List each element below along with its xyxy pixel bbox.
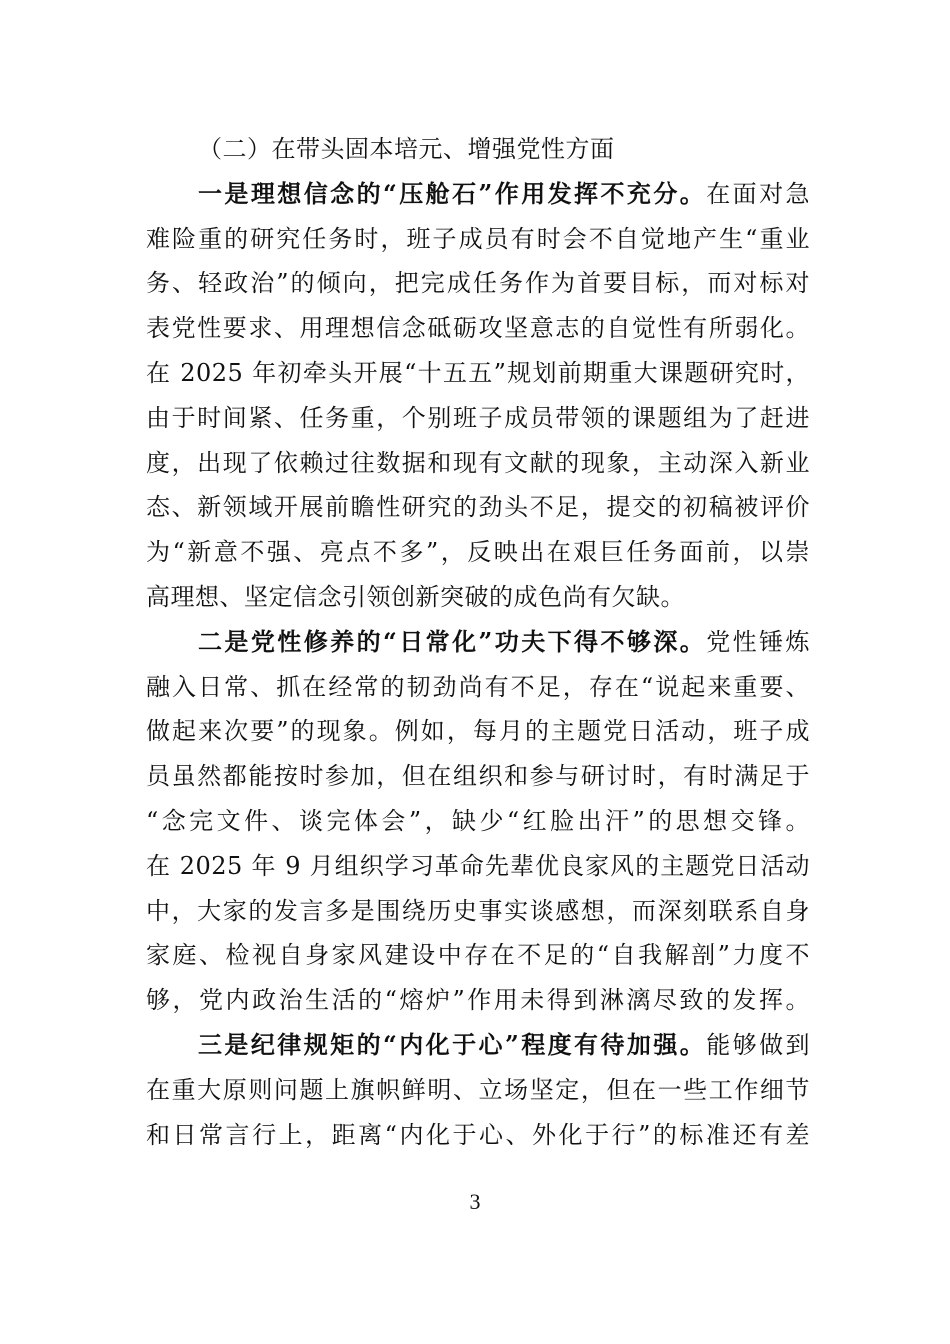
paragraph-1-line: 态、新领域开展前瞻性研究的劲头不足，提交的初稿被评价 — [146, 493, 810, 522]
paragraph-1-line: 表党性要求、用理想信念砥砺攻坚意志的自觉性有所弱化。 — [146, 314, 810, 343]
paragraph-1-line: 务、轻政治”的倾向，把完成任务作为首要目标，而对标对 — [146, 269, 810, 298]
paragraph-1-line: 在 2025 年初牵头开展“十五五”规划前期重大课题研究时， — [146, 358, 810, 387]
paragraph-2-lead-rest: 党性锤炼 — [706, 627, 811, 656]
paragraph-2-first-line — [146, 620, 810, 665]
paragraph-3-line: 在重大原则问题上旗帜鲜明、立场坚定，但在一些工作细节 — [146, 1075, 810, 1104]
paragraph-2-lead: 二是党性修养的“日常化”功夫下得不够深。 — [198, 626, 707, 656]
paragraph-3-first-line — [146, 1023, 810, 1068]
paragraph-1-lead-rest: 在面对急 — [706, 179, 811, 208]
paragraph-1-line: 度，出现了依赖过往数据和现有文献的现象，主动深入新业 — [146, 448, 810, 477]
paragraph-2-line: “念完文件、谈完体会”，缺少“红脸出汗”的思想交锋。 — [146, 806, 810, 835]
paragraph-3-lead: 三是纪律规矩的“内化于心”程度有待加强。 — [198, 1029, 707, 1059]
document-body — [146, 127, 810, 1157]
paragraph-1-first-line — [146, 172, 810, 217]
paragraph-2-line: 家庭、检视自身家风建设中存在不足的“自我解剖”力度不 — [146, 941, 810, 970]
paragraph-1-lead: 一是理想信念的“压舱石”作用发挥不充分。 — [198, 178, 707, 208]
paragraph-2-line: 融入日常、抓在经常的韧劲尚有不足，存在“说起来重要、 — [146, 672, 810, 701]
paragraph-1-line: 难险重的研究任务时，班子成员有时会不自觉地产生“重业 — [146, 224, 810, 253]
paragraph-2-line: 中，大家的发言多是围绕历史事实谈感想，而深刻联系自身 — [146, 896, 810, 925]
page-number: 3 — [469, 1189, 481, 1214]
section-heading: （二）在带头固本培元、增强党性方面 — [198, 135, 615, 163]
paragraph-1-line: 由于时间紧、任务重，个别班子成员带领的课题组为了赶进 — [146, 403, 810, 432]
paragraph-2-line: 员虽然都能按时参加，但在组织和参与研讨时，有时满足于 — [146, 762, 810, 791]
paragraph-2-line: 在 2025 年 9 月组织学习革命先辈优良家风的主题党日活动 — [146, 851, 810, 880]
paragraph-1-line: 为“新意不强、亮点不多”，反映出在艰巨任务面前，以崇 — [146, 538, 810, 567]
paragraph-1-line: 高理想、坚定信念引领创新突破的成色尚有欠缺。 — [146, 582, 685, 611]
paragraph-2-line: 做起来次要”的现象。例如，每月的主题党日活动，班子成 — [146, 717, 810, 746]
paragraph-3-lead-rest: 能够做到 — [706, 1030, 811, 1059]
paragraph-3-line: 和日常言行上，距离“内化于心、外化于行”的标准还有差 — [146, 1120, 810, 1149]
paragraph-2-line: 够，党内政治生活的“熔炉”作用未得到淋漓尽致的发挥。 — [146, 986, 810, 1015]
